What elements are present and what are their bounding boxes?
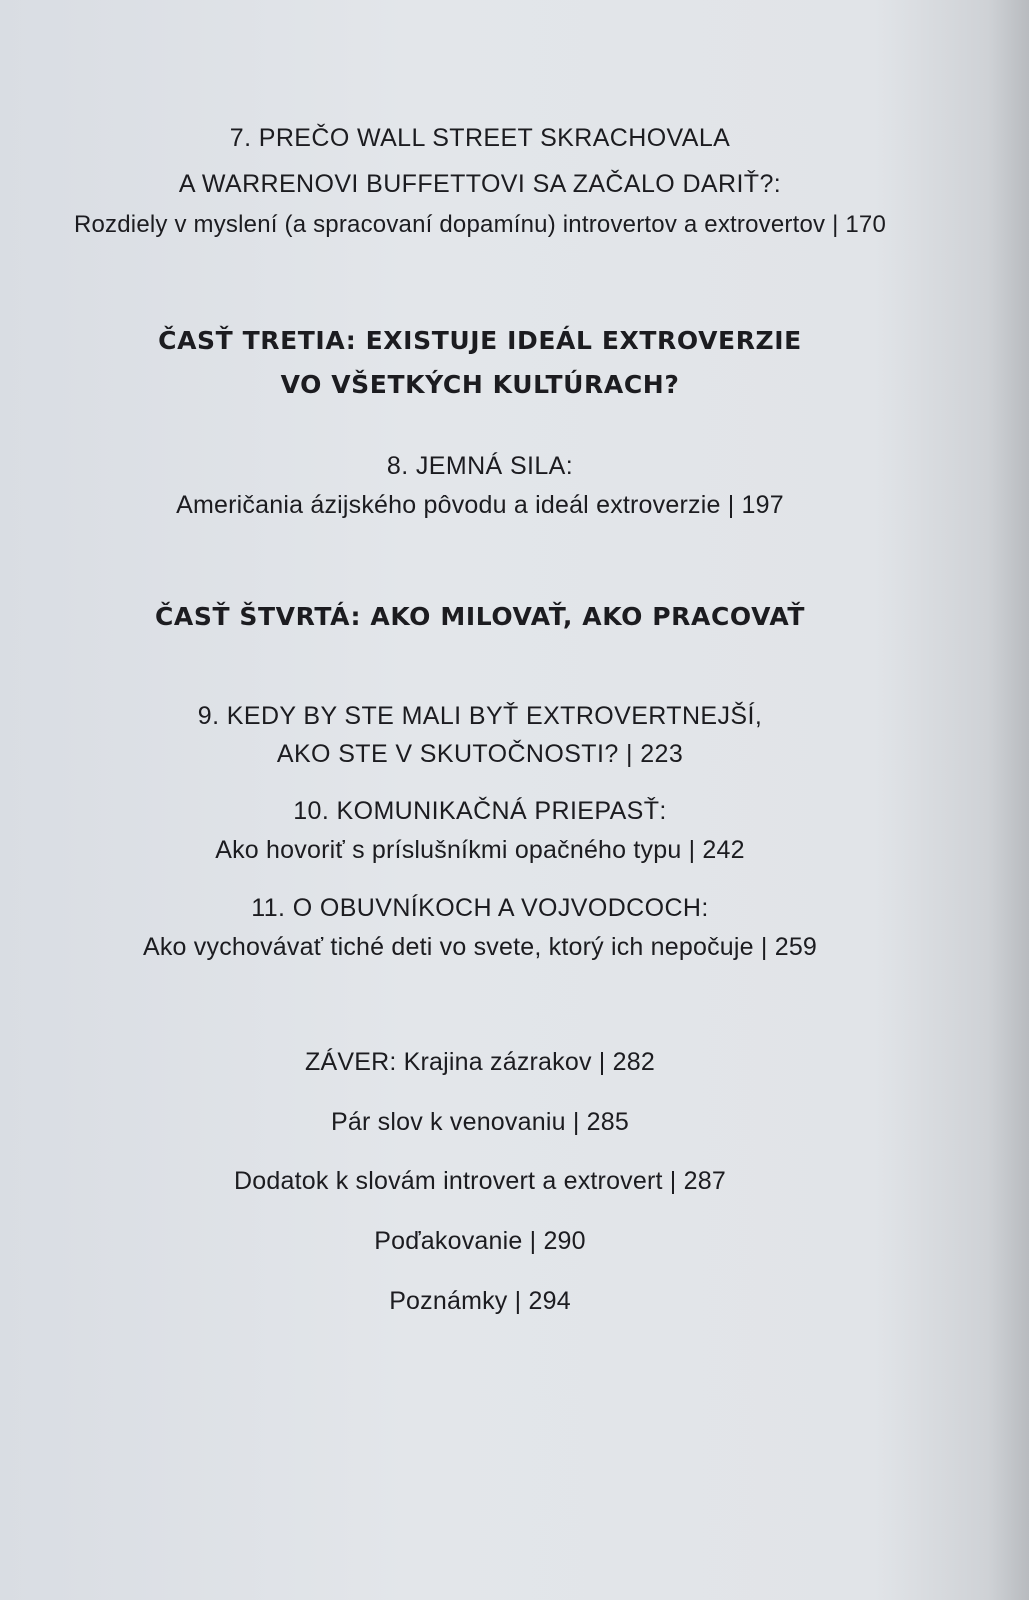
- ch7-title-line2: A WARRENOVI BUFFETTOVI SA ZAČALO DARIŤ?:: [178, 170, 782, 198]
- part4-heading: ČASŤ ŠTVRTÁ: AKO MILOVAŤ, AKO PRACOVAŤ: [154, 602, 806, 631]
- dedication-entry: Pár slov k venovaniu | 285: [331, 1108, 629, 1136]
- part3-heading-line2: VO VŠETKÝCH KULTÚRACH?: [280, 370, 680, 399]
- ch8-title: 8. JEMNÁ SILA:: [386, 452, 574, 480]
- part3-heading-line1: ČASŤ TRETIA: EXISTUJE IDEÁL EXTROVERZIE: [158, 326, 802, 355]
- ch11-subtitle: Ako vychovávať tiché deti vo svete, ktorý ich nepočuje | 259: [142, 933, 818, 961]
- ch7-title-line1: 7. PREČO WALL STREET SKRACHOVALA: [229, 124, 731, 152]
- notes-entry: Poznámky | 294: [389, 1287, 571, 1315]
- ch9-title-line1: 9. KEDY BY STE MALI BYŤ EXTROVERTNEJŠÍ,: [197, 702, 763, 730]
- ch7-subtitle: Rozdiely v myslení (a spracovaní dopamínu) introvertov a extrovertov | 170: [73, 211, 887, 238]
- ch10-subtitle: Ako hovoriť s príslušníkmi opačného typu | 242: [215, 836, 745, 864]
- acknowledgements-entry: Poďakovanie | 290: [374, 1227, 586, 1255]
- conclusion-entry: ZÁVER: Krajina zázrakov | 282: [305, 1048, 655, 1076]
- ch8-subtitle: Američania ázijského pôvodu a ideál extroverzie | 197: [176, 491, 784, 519]
- ch9-title-line2: AKO STE V SKUTOČNOSTI? | 223: [276, 740, 684, 768]
- ch11-title: 11. O OBUVNÍKOCH A VOJVODCOCH:: [251, 894, 709, 922]
- appendix-entry: Dodatok k slovám introvert a extrovert | 287: [234, 1167, 726, 1195]
- ch10-title: 10. KOMUNIKAČNÁ PRIEPASŤ:: [293, 797, 667, 825]
